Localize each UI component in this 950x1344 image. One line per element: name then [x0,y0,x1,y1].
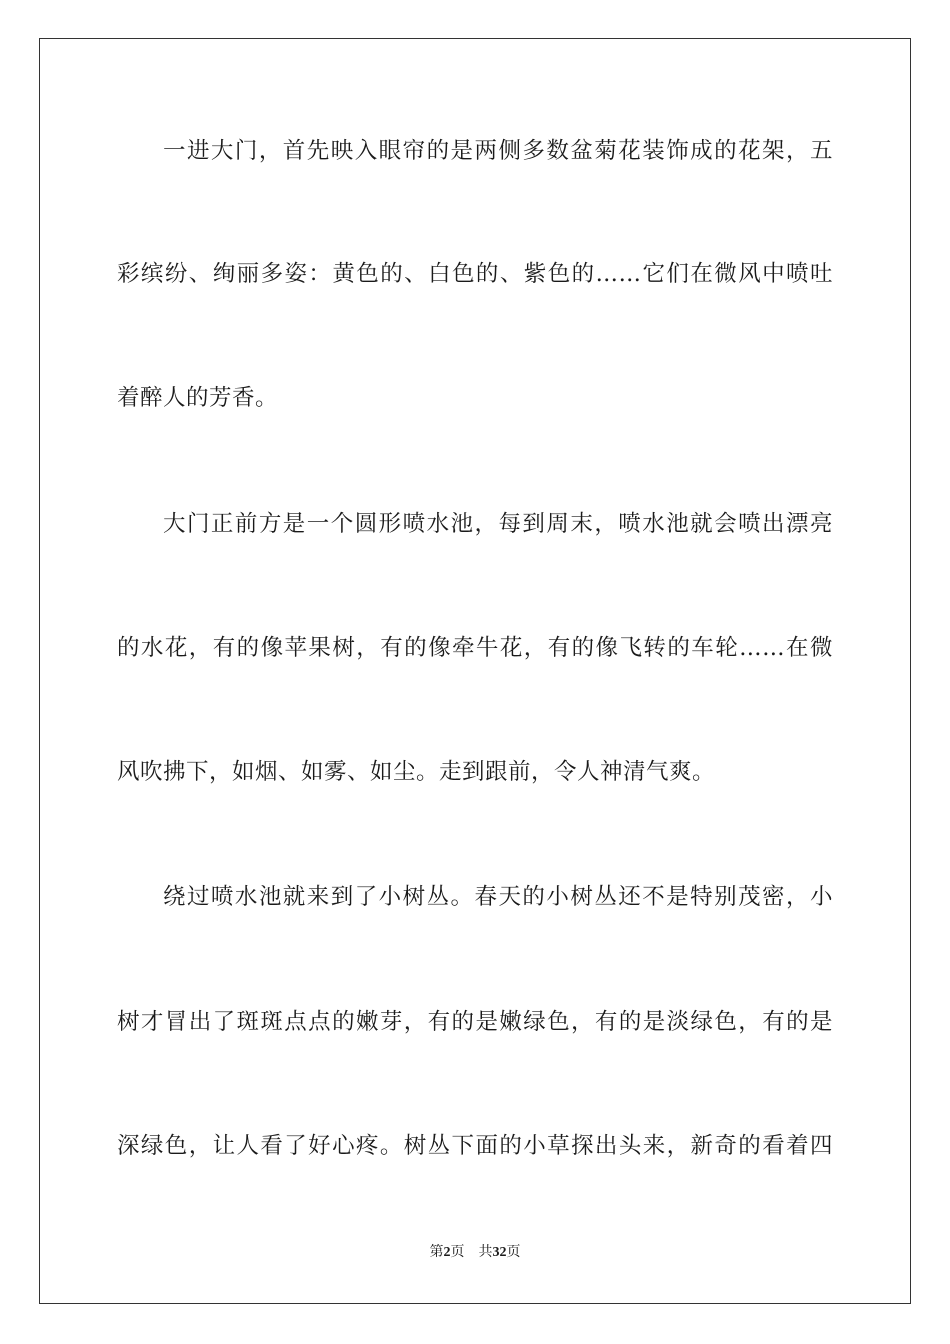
total-pages: 32 [492,1245,507,1260]
page-border [39,38,911,1304]
paragraph-2-line-2: 的水花，有的像苹果树，有的像牵牛花，有的像飞转的车轮……在微 [117,635,833,661]
paragraph-1-line-1: 一进大门，首先映入眼帘的是两侧多数盆菊花装饰成的花架，五 [163,138,833,164]
paragraph-2-line-1: 大门正前方是一个圆形喷水池，每到周末，喷水池就会喷出漂亮 [163,511,833,537]
paragraph-3-line-1: 绕过喷水池就来到了小树丛。春天的小树丛还不是特别茂密，小 [163,884,833,910]
paragraph-1-line-2: 彩缤纷、绚丽多姿：黄色的、白色的、紫色的……它们在微风中喷吐 [117,261,833,287]
page-footer [0,1243,950,1262]
page-number: 2 [443,1245,451,1260]
page-suffix: 页 [450,1244,465,1260]
paragraph-3-line-3: 深绿色，让人看了好心疼。树丛下面的小草探出头来，新奇的看着四 [117,1133,833,1159]
paragraph-3-line-2: 树才冒出了斑斑点点的嫩芽，有的是嫩绿色，有的是淡绿色，有的是 [117,1009,833,1035]
page-prefix: 第 [429,1244,444,1260]
total-prefix: 共 [478,1244,493,1260]
paragraph-1-line-3: 着醉人的芳香。 [117,385,279,411]
total-suffix: 页 [506,1244,521,1260]
paragraph-2-line-3: 风吹拂下，如烟、如雾、如尘。走到跟前，令人神清气爽。 [117,759,716,785]
